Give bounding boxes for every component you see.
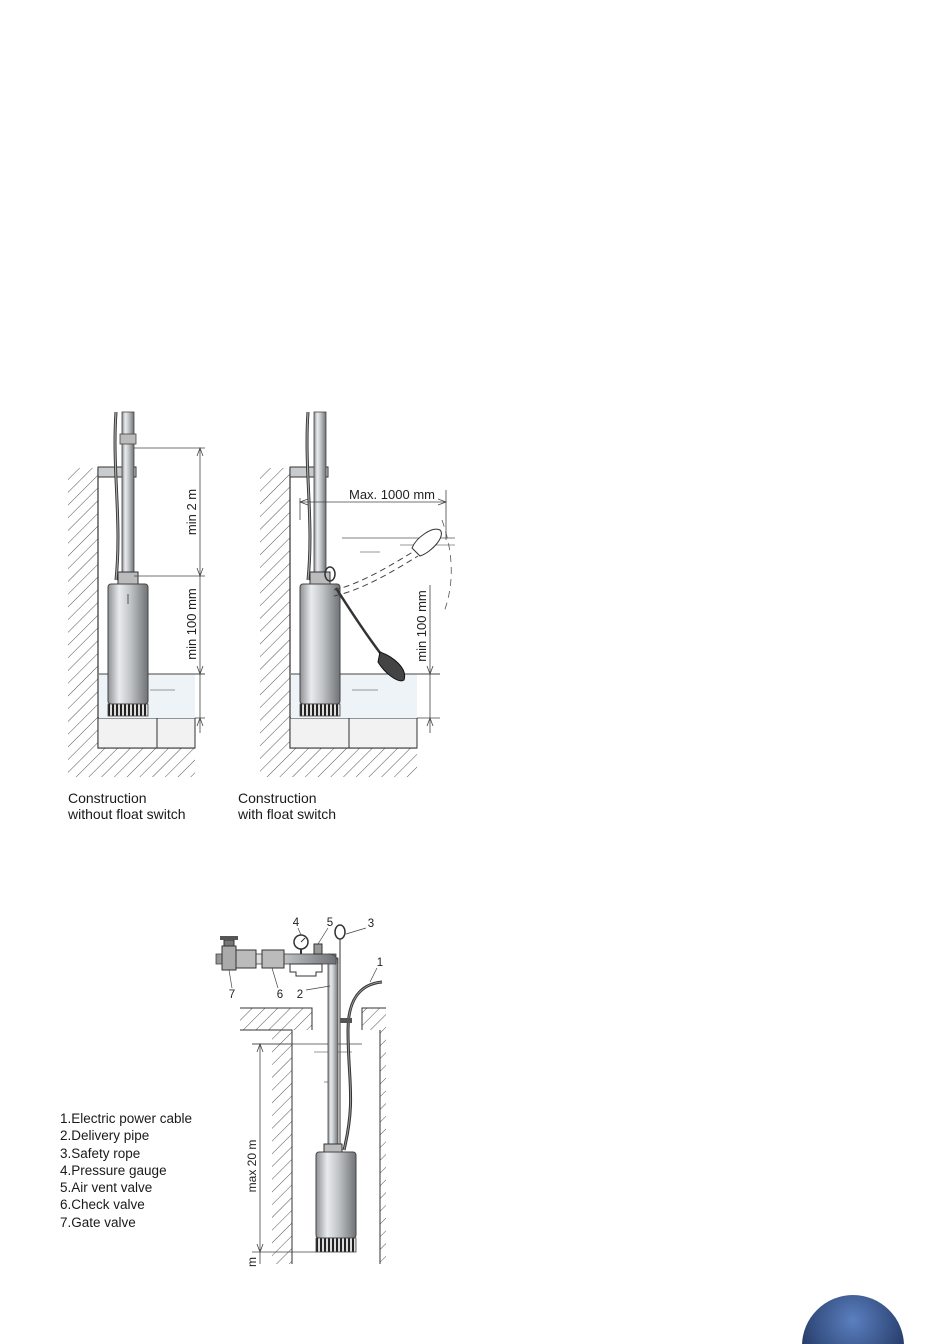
legend-item: 3.Safety rope	[60, 1145, 141, 1161]
caption-without-float-switch	[68, 790, 186, 822]
pit-without-float-switch	[68, 412, 205, 777]
dim-min-100mm-right-label: min 100 mm	[414, 590, 429, 662]
legend-item: 6.Check valve	[60, 1197, 145, 1213]
callout-5: 5	[326, 917, 334, 929]
callout-2: 2	[296, 989, 304, 1001]
caption-left-line2: without float switch	[68, 806, 186, 822]
legend-item: 7.Gate valve	[60, 1214, 136, 1230]
page-corner-badge	[802, 1295, 904, 1344]
callout-4: 4	[292, 917, 300, 929]
dim-max-1000mm-label: Max. 1000 mm	[349, 487, 435, 502]
well-installation	[216, 917, 386, 1267]
legend-item: 5.Air vent valve	[60, 1180, 153, 1196]
callout-3: 3	[367, 918, 375, 930]
pit-with-float-switch	[260, 412, 455, 777]
dim-max-20m-label: max 20 m	[245, 1139, 259, 1193]
dim-cut-label: m	[245, 1257, 259, 1267]
dim-min-100mm-left-label: min 100 mm	[184, 588, 199, 660]
callout-7: 7	[228, 989, 236, 1001]
legend-item: 2.Delivery pipe	[60, 1128, 150, 1144]
legend-item: 1.Electric power cable	[60, 1111, 193, 1126]
legend-item: 4.Pressure gauge	[60, 1162, 167, 1178]
caption-right-line2: with float switch	[238, 806, 337, 822]
component-legend	[60, 1110, 192, 1231]
callout-1: 1	[376, 957, 384, 969]
caption-with-float-switch	[238, 790, 336, 822]
caption-right-line1: Construction	[238, 790, 317, 806]
caption-left-line1: Construction	[68, 790, 147, 806]
callout-6: 6	[276, 989, 284, 1001]
dim-min-2m-label: min 2 m	[184, 488, 199, 536]
